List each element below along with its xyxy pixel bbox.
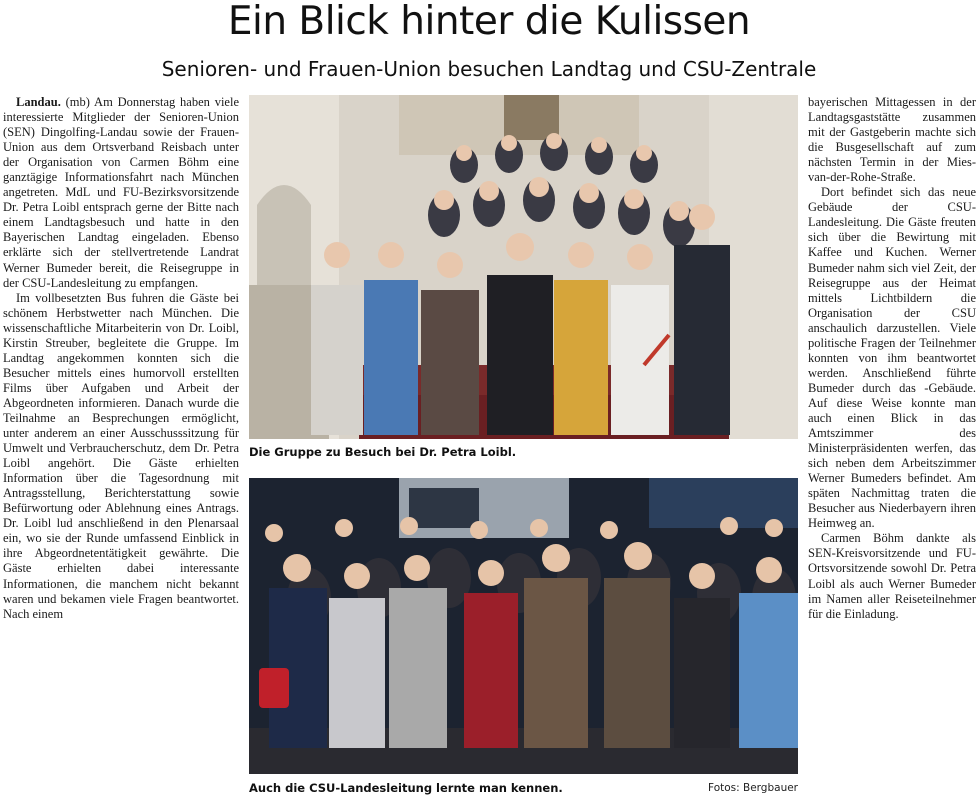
dateline: Landau. xyxy=(16,95,61,109)
article-paragraph: Dort befindet sich das neue Gebäude der CSU-Landesleitung. Die Gäste freuten sich über die Bewirtung mit Kaffee und Kuchen. Werner Bumeder nahm sich viel Zeit, der Reisegruppe aus der Heimat mittels Lichtbildern die Organisation der CSU anschaulich darzustellen. Viele politische Fragen der Teilnehmer konnten von ihm beantwortet werden. Anschließend führte Bumeder durch das -Gebäude. Auf diese Weise konnte man auch einen Blick in das Amtszimmer des Ministerpräsidenten werfen, das sich neben dem Arbeitszimmer Werner Bumeders befindet. Am späten Nachmittag traten die Besucher aus Niederbayern ihren Heimweg an. xyxy=(808,185,976,531)
article-subheadline: Senioren- und Frauen-Union besuchen Landtag und CSU-Zentrale xyxy=(161,57,817,81)
photo-credit: Fotos: Bergbauer xyxy=(708,782,798,794)
group-photo-landtag xyxy=(249,95,798,439)
article-paragraph: Carmen Böhm dankte als SEN-Kreisvorsitzende und FU-Ortsvorsitzende sowohl Dr. Petra Loibl als auch Werner Bumeder im Namen aller Reiseteilnehmer für die Einladung. xyxy=(808,531,976,621)
paragraph-text: (mb) Am Donnerstag haben viele interessierte Mitglieder der Senioren-Union (SEN) Dingolfing-Landau sowie der Frauen-Union aus dem Ortsverband Reisbach unter der Organisation von Carmen Böhm eine ganztägige Informationsfahrt nach München angetreten. MdL und FU-Bezirksvorsitzende Dr. Petra Loibl entsprach gerne der Bitte nach einem Landtagsbesuch und hatte in den Bayerischen Landtag eingeladen. Ebenso erklärte sich der stellvertretende Landrat Werner Bumeder bereit, die Reisegruppe in der CSU-Landesleitung zu empfangen. xyxy=(3,95,239,290)
photo-csu-illustration xyxy=(249,478,798,774)
photo-caption-bottom: Auch die CSU-Landesleitung lernte man kennen. xyxy=(249,781,563,795)
group-photo-csu-zentrale xyxy=(249,478,798,774)
article-column-left xyxy=(3,95,239,795)
article-column-right xyxy=(808,95,976,795)
photo-landtag-illustration xyxy=(249,95,798,439)
article-paragraph xyxy=(3,95,239,291)
article-paragraph: Im vollbesetzten Bus fuhren die Gäste bei schönem Herbstwetter nach München. Die wissenschaftliche Mitarbeiterin von Dr. Loibl, Kirstin Streuber, begleitete die Gruppe. Im Landtag angekommen konnten sich die Besucher mittels eines humorvoll erstellten Films über Aufgaben und Arbeit der Abgeordneten informieren. Danach wurde die Teilnahme an Besprechungen ermöglicht, unter anderem an einer Ausschusssitzung für Umwelt und Verbraucherschutz, dem Dr. Petra Loibl angehört. Die Gäste erhielten Information über die Tagesordnung mit Antragsstellung, Berichterstattung sowie Befürwortung oder Ablehnung eines Antrags. Dr. Loibl lud anschließend in den Plenarsaal ein, wo sie der Runde umfassend Einblick in ihre Abgeordnetentätigkeit gewährte. Die Gäste erhielten dabei interessante Informationen, die manchem nicht bekannt waren und bekamen viele Fragen beantwortet. Nach einem xyxy=(3,290,239,621)
photo-caption-top: Die Gruppe zu Besuch bei Dr. Petra Loibl. xyxy=(249,445,517,459)
article-headline: Ein Blick hinter die Kulissen xyxy=(227,0,751,44)
article-paragraph: bayerischen Mittagessen in der Landtagsgaststätte zusammen mit der Gastgeberin machte sich die Busgesellschaft auf zum nächsten Termin in der Mies-van-der-Rohe-Straße. xyxy=(808,95,976,185)
